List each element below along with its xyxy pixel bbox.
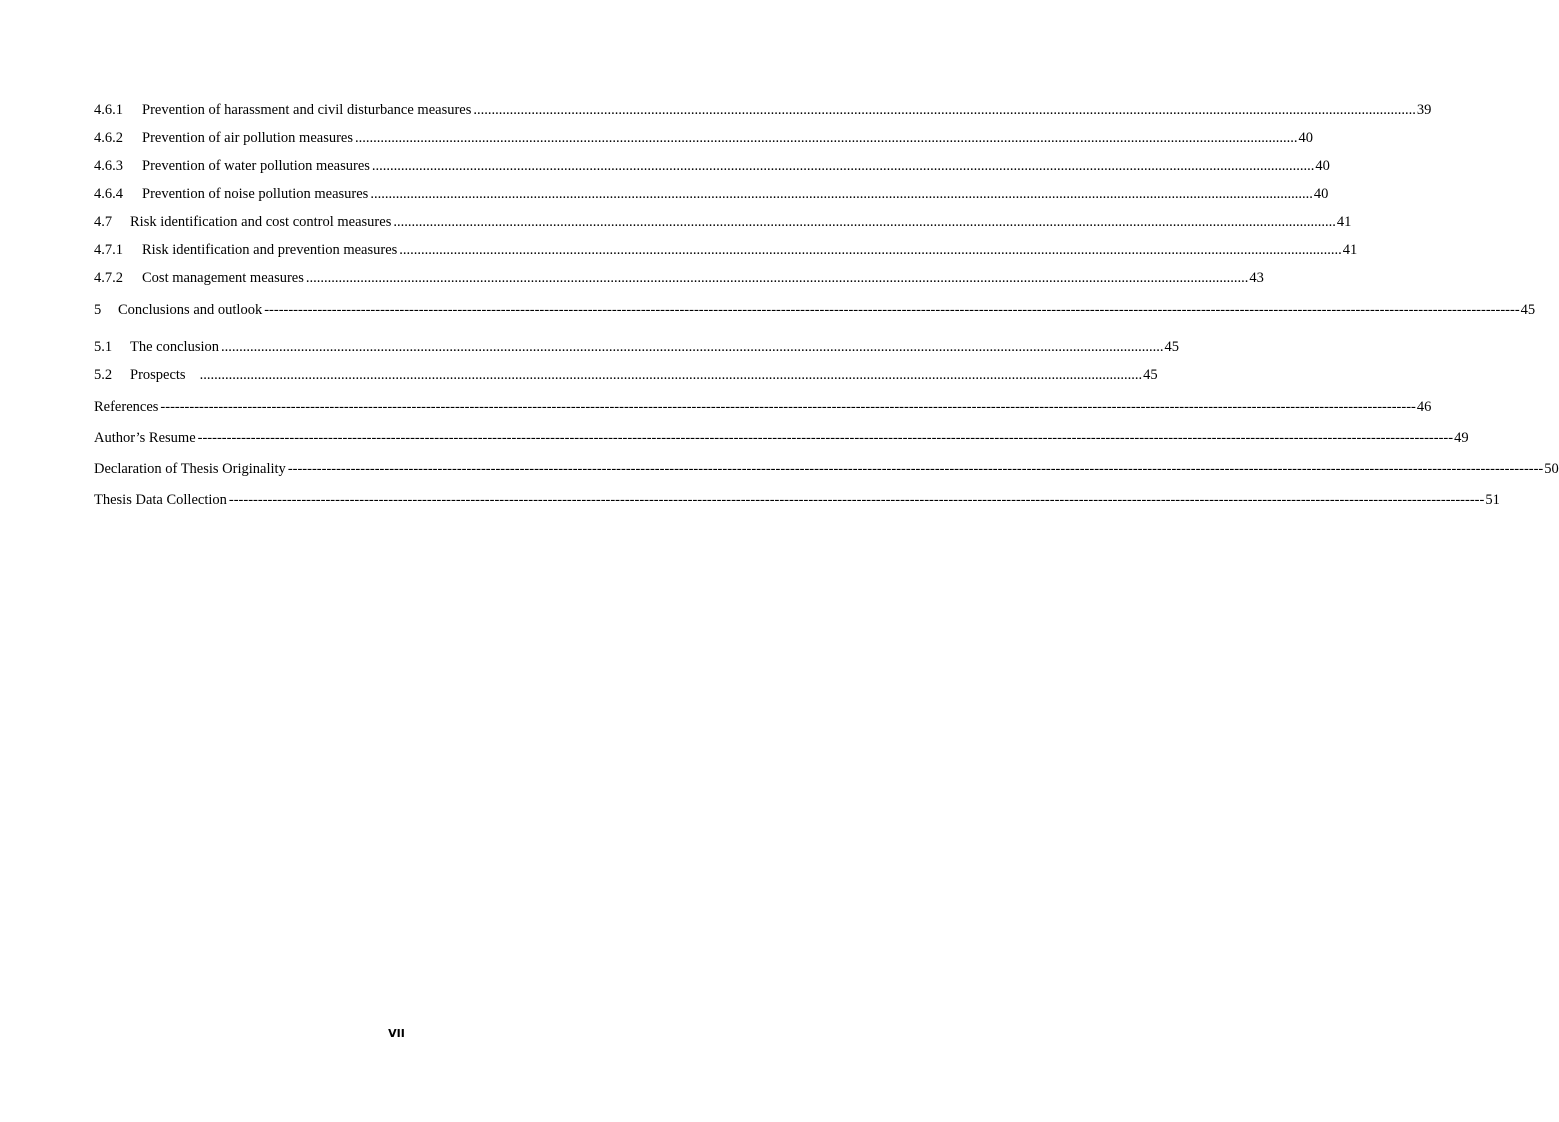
toc-leader: .................................................................................................................................................................................................................................................................... (199, 367, 1143, 383)
toc-entry-authors-resume[interactable] (94, 428, 1469, 448)
toc-entry-title: Prospects (130, 367, 186, 383)
toc-entry-page: 40 (1315, 158, 1330, 174)
toc-leader: .................................................................................................................................................................................................................................................................... (399, 242, 1342, 258)
toc-entry-thesis-data[interactable] (94, 490, 1500, 510)
toc-leader: .................................................................................................................................................................................................................................................................... (371, 158, 1315, 174)
toc-leader: .................................................................................................................................................................................................................................................................... (355, 130, 1298, 146)
toc-entry-page: 40 (1298, 130, 1314, 146)
toc-entry-page: 45 (1520, 302, 1536, 318)
toc-entry-title: Thesis Data Collection (94, 492, 227, 508)
toc-entry-number: 4.6.1 (94, 102, 123, 118)
toc-entry-title: Risk identification and prevention measures (142, 242, 398, 258)
toc-entry-4-6-2[interactable] (94, 128, 1314, 148)
toc-leader: -------------------------------------------------------------------------------------------------------------------------------------------------------------------------------------------------------------------------------------------------------------------- (160, 399, 1416, 415)
toc-entry-page: 41 (1336, 214, 1352, 230)
toc-entry-4-6-4[interactable] (94, 184, 1329, 204)
toc-leader: .................................................................................................................................................................................................................................................................... (221, 339, 1164, 355)
toc-entry-page: 45 (1164, 339, 1179, 355)
toc-entry-title: Prevention of air pollution measures (142, 130, 354, 146)
toc-entry-title: Prevention of water pollution measures (142, 158, 370, 174)
toc-entry-4-7-2[interactable] (94, 268, 1264, 288)
toc-entry-page: 43 (1249, 270, 1264, 286)
toc-leader: .................................................................................................................................................................................................................................................................... (473, 102, 1416, 118)
toc-entry-title: Cost management measures (142, 270, 304, 286)
toc-leader: -------------------------------------------------------------------------------------------------------------------------------------------------------------------------------------------------------------------------------------------------------------------- (264, 302, 1520, 318)
toc-entry-page: 51 (1485, 492, 1500, 508)
toc-entry-page: 39 (1416, 102, 1432, 118)
toc-entry-4-7-1[interactable] (94, 240, 1358, 260)
toc-entry-5-1[interactable] (94, 337, 1179, 357)
toc-entry-title: Risk identification and cost control measures (130, 214, 392, 230)
toc-entry-number: 4.7 (94, 214, 113, 230)
toc-entry-number: 5.1 (94, 339, 113, 355)
toc-entry-title: The conclusion (130, 339, 219, 355)
toc-entry-title: Declaration of Thesis Originality (94, 461, 286, 477)
toc-entry-number: 4.7.2 (94, 270, 123, 286)
toc-entry-page: 45 (1143, 367, 1158, 383)
toc-entry-4-7[interactable] (94, 212, 1352, 232)
toc-entry-number: 4.6.3 (94, 158, 123, 174)
page-number: VII (388, 1027, 405, 1040)
toc-leader: -------------------------------------------------------------------------------------------------------------------------------------------------------------------------------------------------------------------------------------------------------------------- (197, 430, 1454, 446)
toc-entry-5[interactable] (94, 300, 1536, 320)
toc-leader: -------------------------------------------------------------------------------------------------------------------------------------------------------------------------------------------------------------------------------------------------------------------- (287, 461, 1544, 477)
toc-leader: -------------------------------------------------------------------------------------------------------------------------------------------------------------------------------------------------------------------------------------------------------------------- (228, 492, 1485, 508)
toc-entry-page: 49 (1454, 430, 1469, 446)
table-of-contents (94, 100, 1559, 510)
toc-leader: .................................................................................................................................................................................................................................................................... (393, 214, 1336, 230)
toc-entry-4-6-1[interactable] (94, 100, 1432, 120)
toc-entry-page: 40 (1313, 186, 1329, 202)
toc-entry-page: 46 (1416, 399, 1432, 415)
toc-entry-title: Prevention of noise pollution measures (142, 186, 369, 202)
toc-entry-title: Prevention of harassment and civil disturbance measures (142, 102, 472, 118)
toc-entry-page: 41 (1342, 242, 1358, 258)
toc-entry-number: 4.6.2 (94, 130, 123, 146)
toc-entry-title: Author’s Resume (94, 430, 196, 446)
toc-entry-declaration[interactable] (94, 459, 1559, 479)
toc-entry-page: 50 (1544, 461, 1559, 477)
toc-entry-4-6-3[interactable] (94, 156, 1330, 176)
toc-entry-number: 4.7.1 (94, 242, 123, 258)
toc-entry-number: 4.6.4 (94, 186, 123, 202)
toc-entry-references[interactable] (94, 397, 1432, 417)
toc-leader: .................................................................................................................................................................................................................................................................... (305, 270, 1249, 286)
toc-entry-title: References (94, 399, 159, 415)
toc-entry-number: 5 (94, 302, 102, 318)
toc-entry-5-2[interactable] (94, 365, 1158, 385)
toc-entry-number: 5.2 (94, 367, 113, 383)
toc-leader: .................................................................................................................................................................................................................................................................... (370, 186, 1313, 202)
toc-entry-title: Conclusions and outlook (118, 302, 263, 318)
